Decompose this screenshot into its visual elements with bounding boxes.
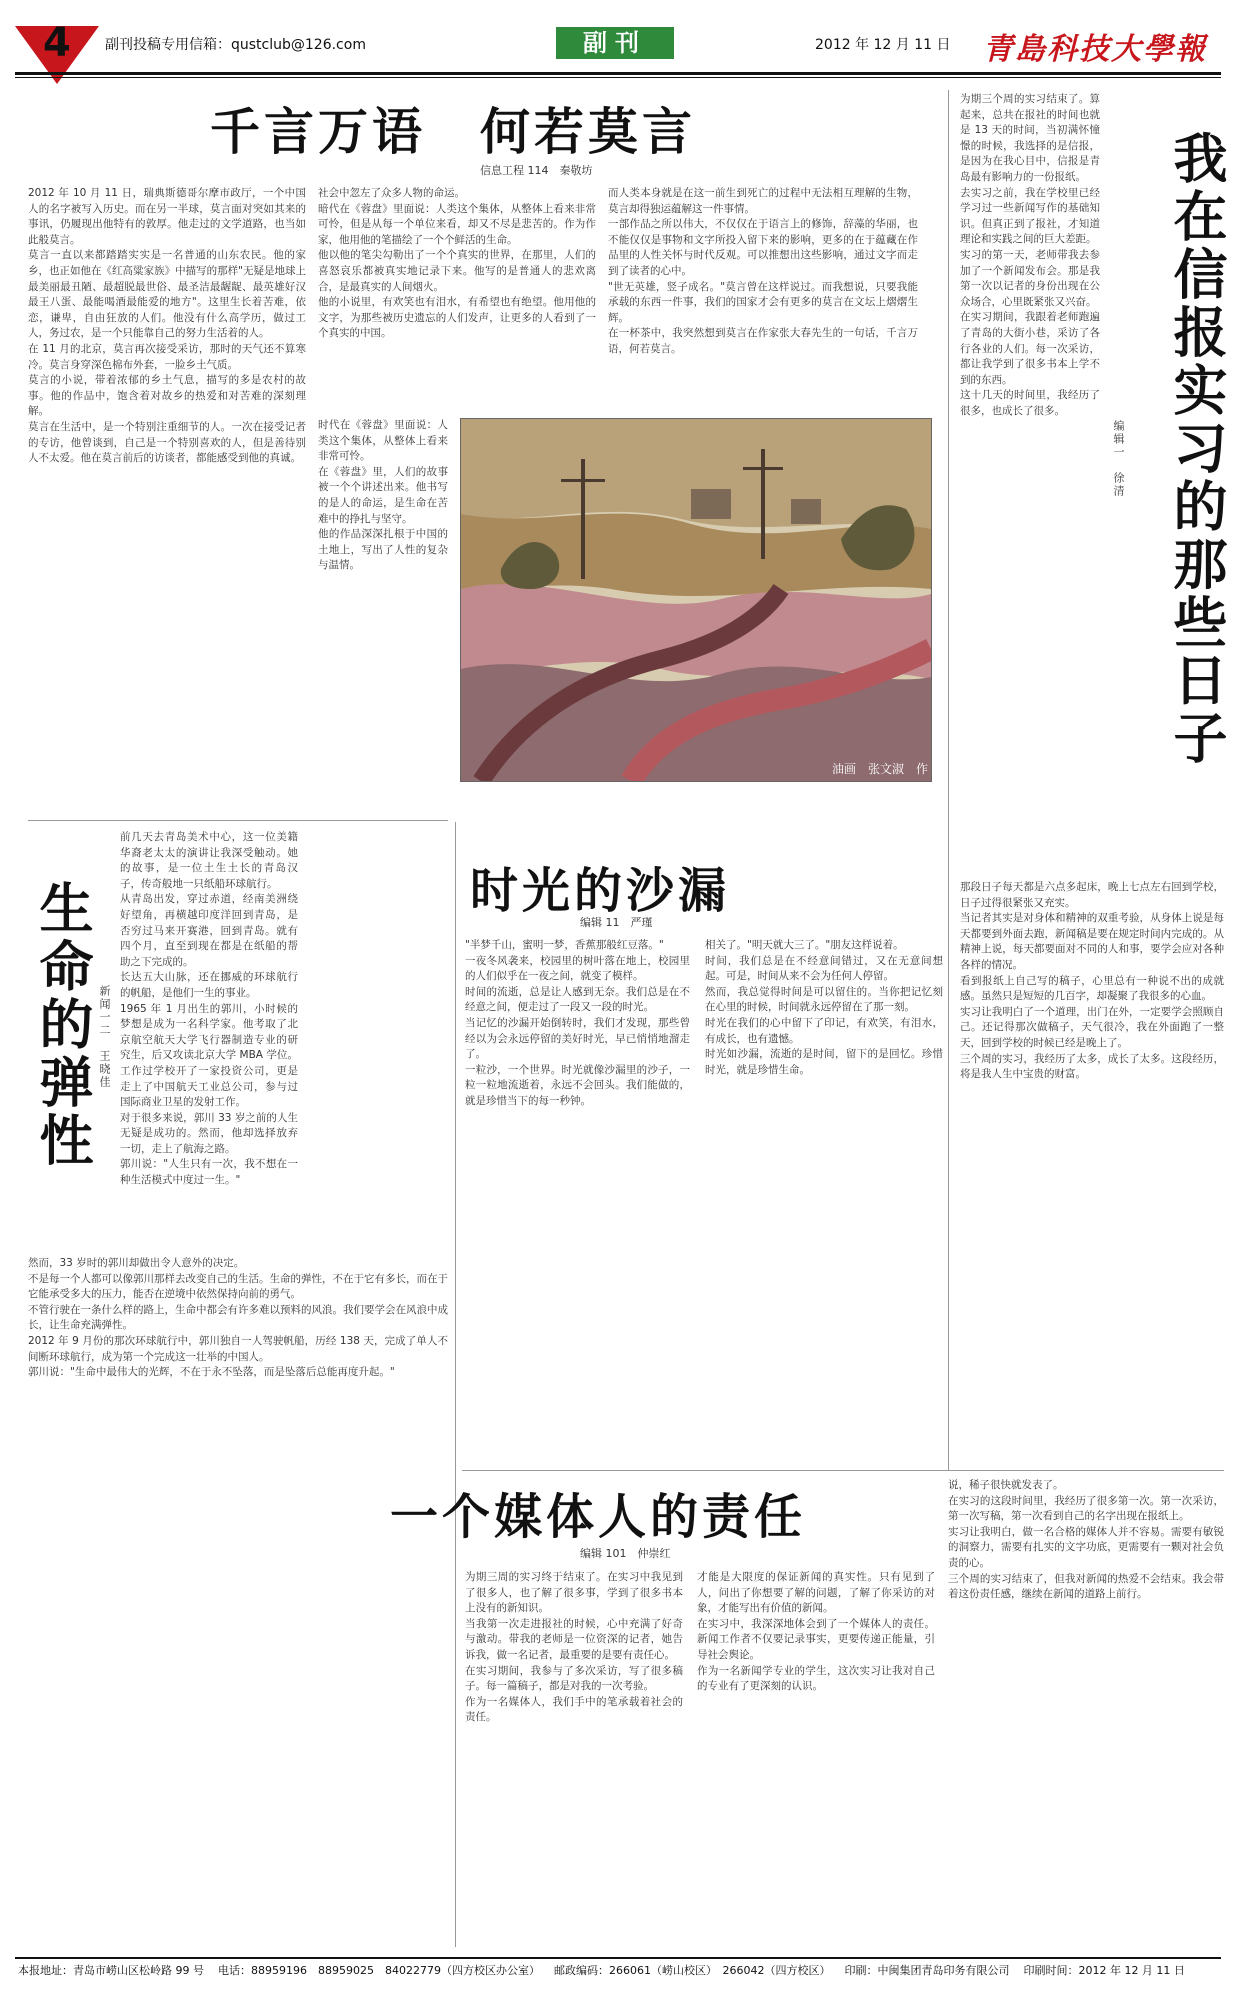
article5-byline: 编辑 101 仲崇红: [580, 1547, 671, 1560]
footer-address: 本报地址：青岛市崂山区松岭路 99 号: [18, 1964, 204, 1977]
article2-column-1: 为期三个周的实习结束了。算起来，总共在报社的时间也就是 13 天的时间，当初满怀憧憬的时候，我选择的是信报，是因为在我心目中，信报是青岛最有影响力的一份报纸。 去实习之前，我在学校里已经学习过一些新闻写作的基础知识。但真正到了报社，才知道理论和实践之间的巨大差距。 实习的第一天，老师带我去参加了一个新闻发布会。那是我第一次以记者的身份出现在公众场合，心里既紧张又兴奋。 在实习期间，我跟着老师跑遍了青岛的大街小巷，采访了各行各业的人们。每一次采访，都让我学到了很多书本上学不到的东西。 这十几天的时间里，我经历了很多，也成长了很多。: [960, 93, 1100, 417]
header-rule-thin: [15, 77, 1221, 78]
article5-title: 一个媒体人的责任: [390, 1489, 807, 1545]
footer-bar: [18, 1962, 1185, 1978]
article5-column-3: 说，稀子很快就发表了。 在实习的这段时间里，我经历了很多第一次。第一次采访，第一次写稿，第一次看到自己的名字出现在报纸上。 实习让我明白，做一名合格的媒体人并不容易。需要有敏锐的洞察力，需要有扎实的文字功底，更需要有一颗对社会负责的心。 三个周的实习结束了，但我对新闻的热爱不会结束。我会带着这份责任感，继续在新闻的道路上前行。: [948, 1479, 1224, 1601]
article3-column-1: 前几天去青岛美术中心，这一位美籍华裔老太太的演讲让我深受触动。她的故事，是一位土生土长的青岛汉子，传奇般地一只纸船环球航行。 从青岛出发，穿过赤道，经南美洲绕好望角，再横越印度洋回到青岛，是否穷过马来开赛港，回到青岛。就有四个月，直至到现在都是在纸船的帮助之下完成的。 长达五大山脉，还在挪威的环球航行的帆船，是他们一生的事业。 1965 年 1 月出生的郭川，小时候的梦想是成为一名科学家。他考取了北京航空航天大学飞行器制造专业的研究生，后又攻读北京大学 MBA 学位。工作过学校开了一家投资公司，更是走上了中国航天工业总公司，参与过国际商业卫星的发射工作。 对于很多来说，郭川 33 岁之前的人生无疑是成功的。然而，他却选择放弃一切，走上了航海之路。 郭川说："人生只有一次，我不想在一种生活模式中度过一生。": [120, 831, 298, 1187]
article5-top-rule: [462, 1470, 1224, 1471]
footer-postcode: 邮政编码：266061（崂山校区） 266042（四方校区）: [553, 1964, 831, 1977]
column-divider-left: [455, 822, 456, 1947]
painting-svg: [461, 419, 931, 781]
header-rule: [15, 72, 1221, 75]
article4-title: 时光的沙漏: [470, 863, 731, 919]
article2-title: 我在信报实习的那些日子: [1165, 130, 1228, 768]
article3-top-rule: [28, 820, 448, 821]
contribution-email[interactable]: 副刊投稿专用信箱：qustclub@126.com: [105, 37, 366, 53]
page-number: 4: [43, 20, 71, 66]
article3-column-2: 然而，33 岁时的郭川却做出令人意外的决定。 不是每一个人都可以像郭川那样去改变自己的生活。生命的弹性，不在于它有多长，而在于它能承受多大的压力，能否在逆境中依然保持向前的勇气。 不管行驶在一条什么样的路上，生命中都会有许多难以预料的风浪。我们要学会在风浪中成长，让生命充满弹性。 2012 年 9 月份的那次环球航行中，郭川独自一人驾驶帆船，历经 138 天，完成了单人不间断环球航行，成为第一个完成这一壮举的中国人。 郭川说："生命中最伟大的光辉，不在于永不坠落，而是坠落后总能再度升起。": [28, 1257, 448, 1379]
column-divider-right: [948, 90, 949, 1470]
article4-column-2: 相关了。"明天就大三了。"朋友这样说着。 时间，我们总是在不经意间错过，又在无意间想起。可是，时间从来不会为任何人停留。 然而，我总觉得时间是可以留住的。当你把记忆刻在心里的时候，时间就永远停留在了那一刻。 时光在我们的心中留下了印记，有欢笑，有泪水，有成长，也有遗憾。 时光如沙漏，流逝的是时间，留下的是回忆。珍惜时光，就是珍惜生命。: [705, 939, 943, 1076]
paper-masthead: 青島科技大學報: [983, 32, 1207, 67]
footer-printer: 印刷：中闽集团青岛印务有限公司: [844, 1964, 1010, 1977]
footer-phone: 电话：88959196 88959025 84022779（四方校区办公室）: [218, 1964, 540, 1977]
issue-date: 2012 年 12 月 11 日: [815, 37, 951, 53]
article1-column-2: 社会中忽左了众多人物的命运。 暗代在《蓉盘》里面说：人类这个集体，从整体上看来非常可怜，但是从每一个单位来看，却又不尽是悲苦的。作为作家，他用他的笔描绘了一个个鲜活的生命。 他以他的笔尖勾勒出了一个个真实的世界，在那里，人们的喜怒哀乐都被真实地记录下来。他写的是普通人的悲欢离合，是最真实的人间烟火。 他的小说里，有欢笑也有泪水，有希望也有绝望。他用他的文字，为那些被历史遗忘的人们发声，让更多的人看到了一个真实的中国。: [318, 187, 596, 340]
article2-column-2: 那段日子每天都是六点多起床，晚上七点左右回到学校，日子过得很紧张又充实。 当记者其实是对身体和精神的双重考验，从身体上说是每天都要到外面去跑，新闻稿是要在规定时间内完成的。从精神上说，每天都要面对不同的人和事，要学会应对各种各样的情况。 看到报纸上自己写的稿子，心里总有一种说不出的成就感。虽然只是短短的几百字，却凝聚了我很多的心血。 实习让我明白了一个道理，出门在外，一定要学会照顾自己。还记得那次做稿子，天气很冷，我在外面跑了一整天，回到学校的时候已经是晚上了。 三个周的实习，我经历了太多，成长了太多。这段经历，将是我人生中宝贵的财富。: [960, 881, 1224, 1081]
article1-column-3: 而人类本身就是在这一前生到死亡的过程中无法相互理解的生物，莫言却得独运蕴解这一件事情。 一部作品之所以伟大，不仅仅在于语言上的修饰，辞藻的华丽，也不能仅仅是事物和文字所投入留下来的影响，更多的在于蕴藏在作品里的人性关怀与时代反观。可以推想出这些影响，通过文字而走到了读者的心中。 "世无英雄，竖子成名。"莫言曾在这样说过。而我想说，只要我能承载的东西一件事，我们的国家才会有更多的莫言在文坛上熠熠生辉。 在一杯茶中，我突然想到莫言在作家张大春先生的一句话，千言万语，何若莫言。: [608, 187, 918, 355]
article1-column-2b: 时代在《蓉盘》里面说：人类这个集体，从整体上看来非常可怜。 在《蓉盘》里，人们的故事被一个个讲述出来。他书写的是人的命运，是生命在苦难中的挣扎与坚守。 他的作品深深扎根于中国的土地上，写出了人性的复杂与温情。: [318, 419, 448, 572]
article2-byline: 编辑一 徐清: [1112, 420, 1125, 498]
article3-title: 生命的弹性: [31, 880, 94, 1170]
article4-column-1: "半梦千山，蜜明一梦，香蕉那般红豆落。" 一夜冬风袭来，校园里的树叶落在地上，校园里的人们似乎在一夜之间，就变了模样。 时间的流逝，总是让人感到无奈。我们总是在不经意之间，便走过了一段又一段的时光。 当记忆的沙漏开始倒转时，我们才发现，那些曾经以为会永远停留的美好时光，早已悄悄地溜走了。 一粒沙，一个世界。时光就像沙漏里的沙子，一粒一粒地流逝着，永远不会回头。我们能做的，就是珍惜当下的每一秒钟。: [465, 939, 690, 1107]
article3-byline: 新闻一二 王晓佳: [98, 985, 111, 1089]
painting-caption: 油画 张文淑 作: [832, 762, 929, 776]
article1-column-1: 2012 年 10 月 11 日，瑞典斯德哥尔摩市政厅，一个中国人的名字被写入历史。而在另一半球，莫言面对突如其来的事讯，仍履现出他特有的敦厚。他走过的文学道路，也当如此般莫言。 莫言一直以来都踏踏实实是一名普通的山东农民。他的家乡，也正如他在《红高粱家族》中描写的那样"无疑是地球上最美丽最丑陋、最超脱最世俗、最圣洁最龌龊、最英雄好汉最王八蛋、最能喝酒最能爱的地方"。这里生长着苦难，依恋，谦卑，自由狂放的人们。他没有什么高学历，做过工人，务过农，是一个只能靠自己的努力生活着的人。 在 11 月的北京，莫言再次接受采访，那时的天气还不算寒冷。莫言身穿深色棉布外套，一脸乡土气质。 莫言的小说，带着浓郁的乡土气息，描写的多是农村的故事。他的作品中，饱含着对故乡的热爱和对苦难的深刻理解。 莫言在生活中，是一个特别注重细节的人。一次在接受记者的专访，他曾谈到，自己是一个特别喜欢的人，但是善待别人不太爱。他在莫言前后的访谈者，都能感受到他的真诚。: [28, 187, 306, 465]
article5-column-2: 才能是大限度的保证新闻的真实性。只有见到了人，问出了你想要了解的问题，了解了你采访的对象，才能写出有价值的新闻。 在实习中，我深深地体会到了一个媒体人的责任。新闻工作者不仅要记录事实，更要传递正能量，引导社会舆论。 作为一名新闻学专业的学生，这次实习让我对自己的专业有了更深刻的认识。: [697, 1571, 935, 1693]
article5-column-1: 为期三周的实习终于结束了。在实习中我见到了很多人，也了解了很多事，学到了很多书本上没有的新知识。 当我第一次走进报社的时候，心中充满了好奇与激动。带我的老师是一位资深的记者，她告诉我，做一名记者，最重要的是要有责任心。 在实习期间，我参与了多次采访，写了很多稿子。每一篇稿子，都是对我的一次考验。 作为一名媒体人，我们手中的笔承载着社会的责任。: [465, 1571, 683, 1724]
article4-byline: 编辑 11 严瑾: [580, 916, 653, 929]
footer-print-date: 印刷时间：2012 年 12 月 11 日: [1023, 1964, 1185, 1977]
article1-byline: 信息工程 114 秦敬坊: [480, 164, 593, 177]
oil-painting-image: [460, 418, 932, 782]
article1-title: 千言万语 何若莫言: [210, 103, 696, 161]
footer-rule: [15, 1957, 1221, 1959]
section-name: 副刊: [556, 27, 674, 59]
